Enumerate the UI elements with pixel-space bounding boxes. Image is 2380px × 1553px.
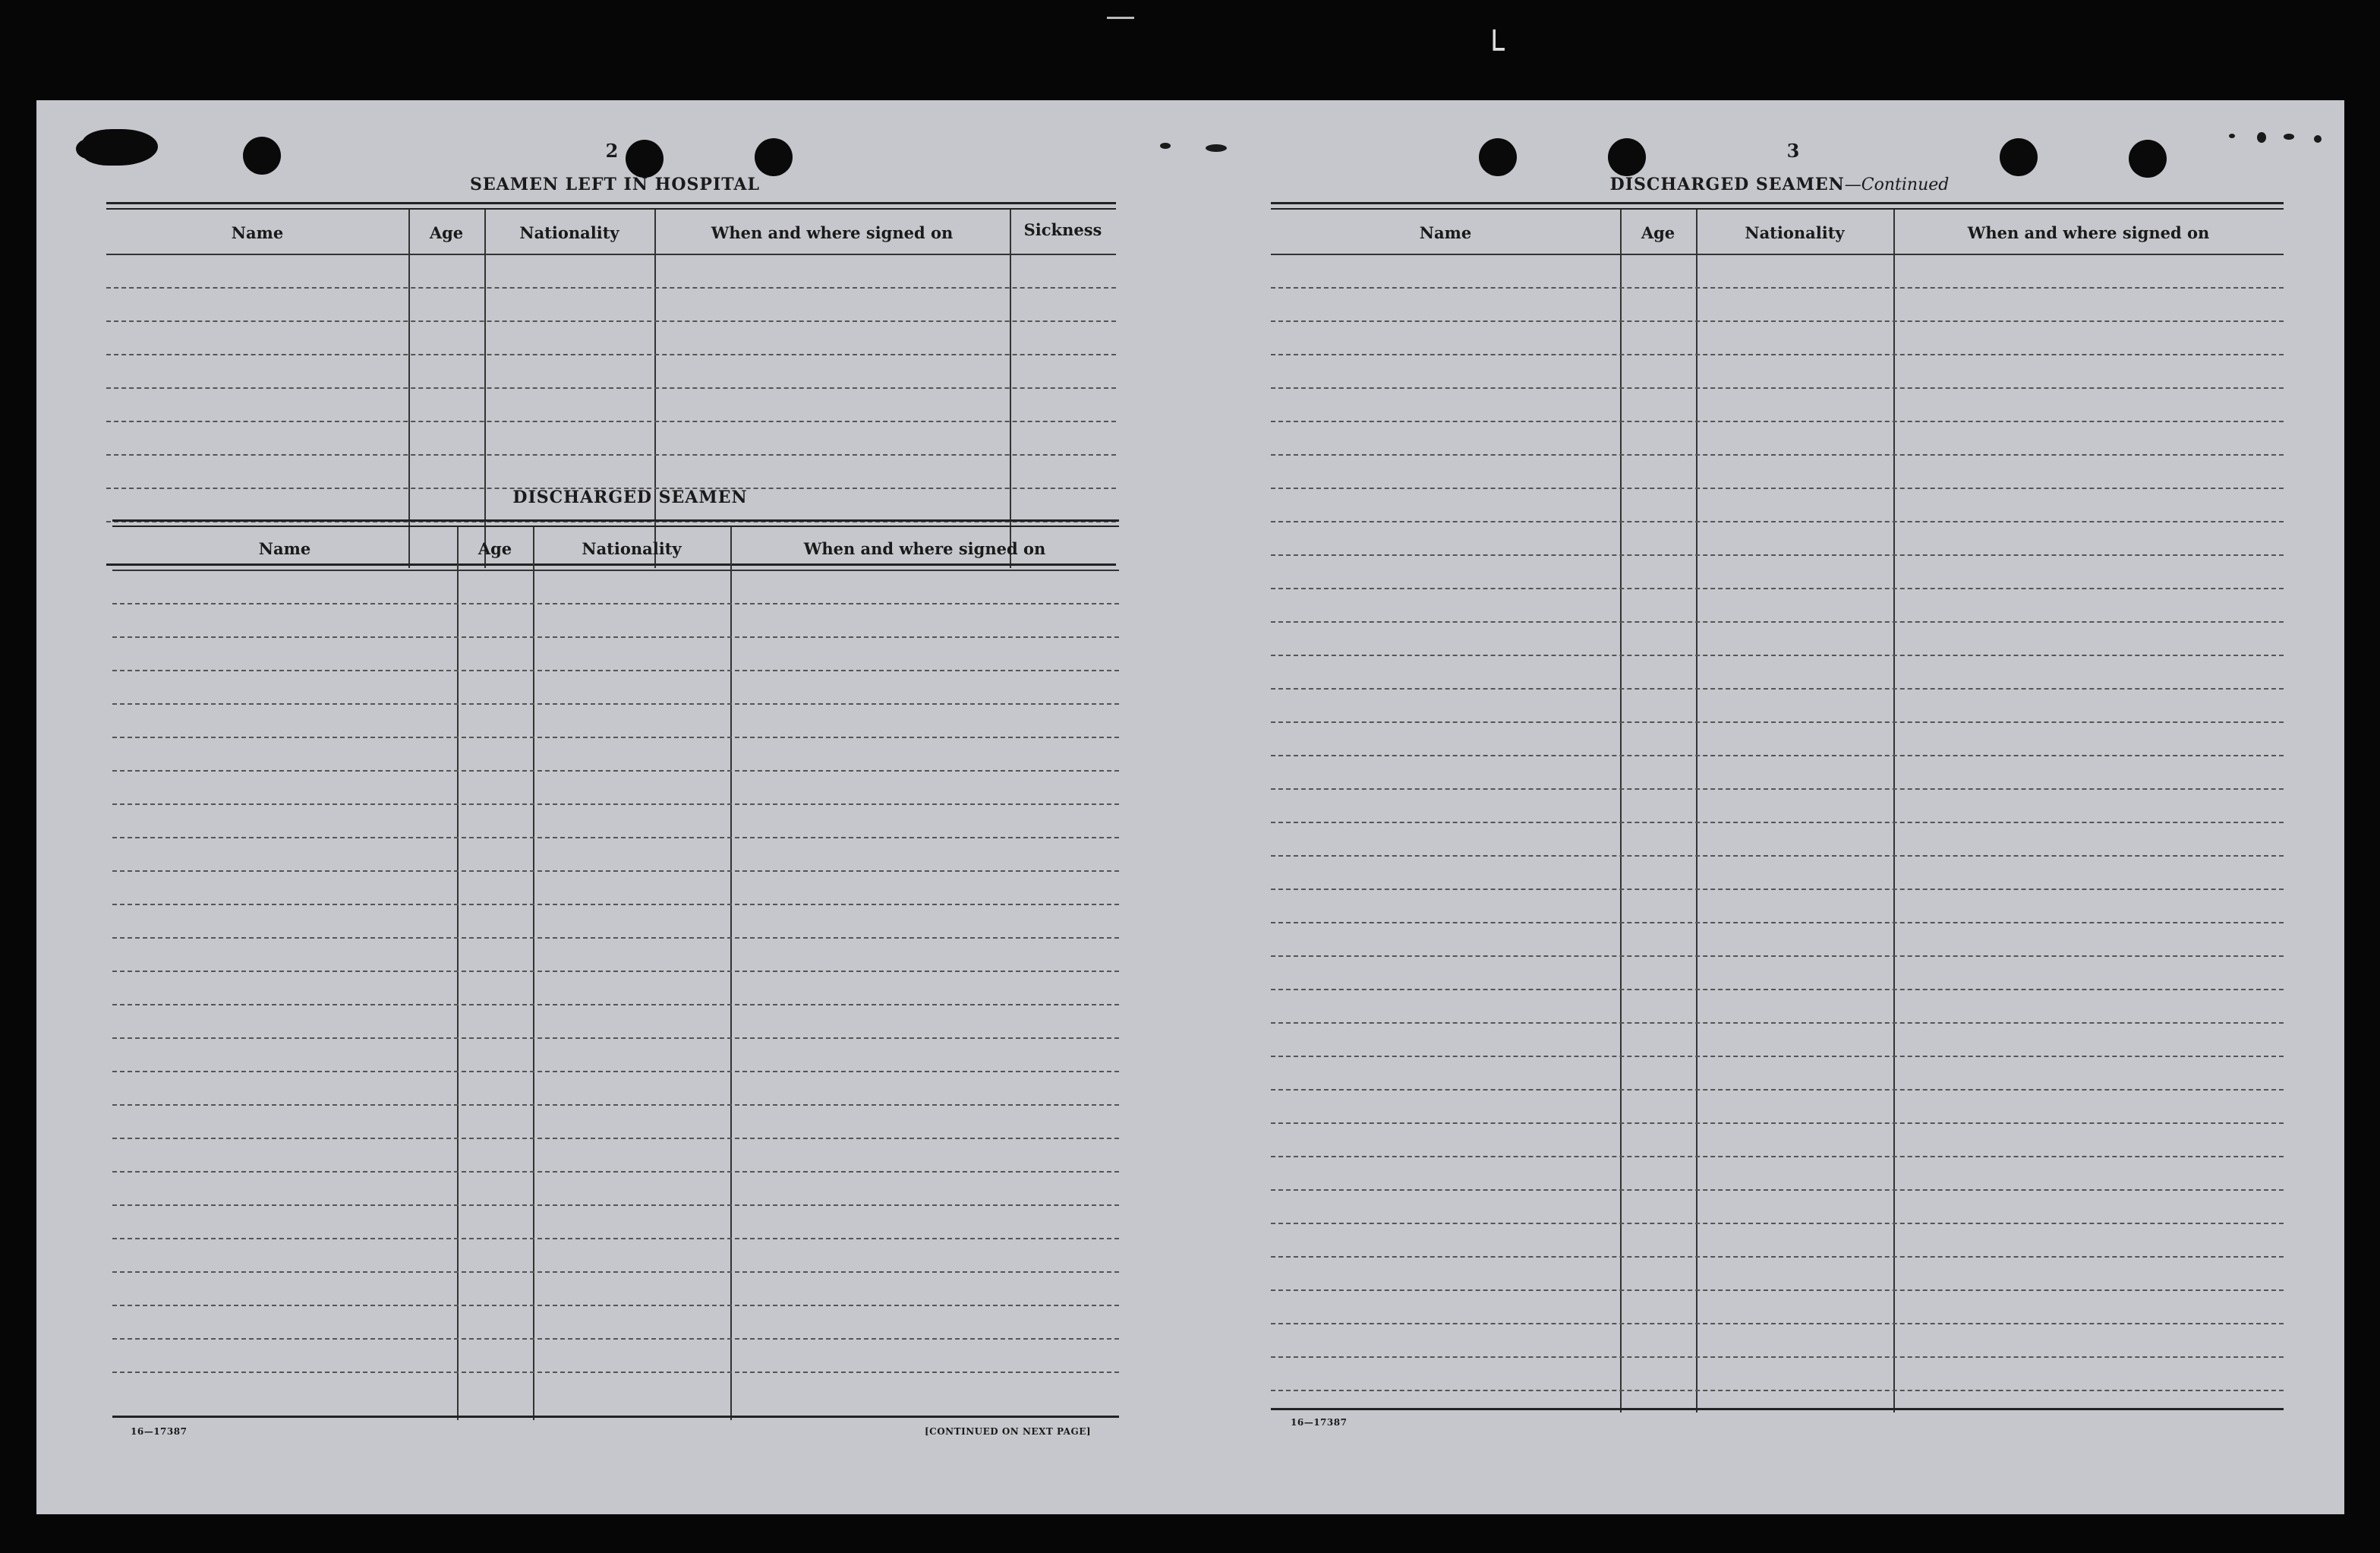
title-main: DISCHARGED SEAMEN (1609, 175, 1845, 194)
table-top-rule (112, 526, 1119, 527)
continued-note: [CONTINUED ON NEXT PAGE] (925, 1426, 1092, 1437)
blank-row (1271, 387, 2284, 389)
blank-row (112, 703, 1119, 705)
blank-row (112, 1104, 1119, 1106)
blank-row (1271, 1356, 2284, 1358)
blank-row (1271, 1056, 2284, 1057)
blank-row (1271, 554, 2284, 556)
blank-row (1271, 354, 2284, 355)
table-top-rule (1271, 202, 2284, 204)
table-top-rule (106, 202, 1116, 204)
header-rule (106, 254, 1116, 255)
blank-row (112, 1004, 1119, 1005)
table-bottom-rule (1271, 1408, 2284, 1410)
punch-hole (755, 138, 793, 176)
blank-row (112, 1171, 1119, 1173)
blank-row (1271, 1223, 2284, 1224)
column-header-signed-on: When and where signed on (803, 539, 1046, 558)
column-header-age: Age (429, 223, 464, 242)
blank-row (106, 421, 1116, 422)
punch-hole (2000, 138, 2038, 176)
blank-row (1271, 889, 2284, 890)
blank-row (112, 1271, 1119, 1273)
blank-row (1271, 788, 2284, 790)
blank-row (112, 1071, 1119, 1072)
blank-row (1271, 655, 2284, 656)
page-number-right: 3 (1786, 140, 1800, 162)
discharged-table (112, 519, 1119, 1420)
hospital-section-title: SEAMEN LEFT IN HOSPITAL (470, 175, 760, 194)
blank-row (112, 770, 1119, 772)
speck (1160, 143, 1171, 149)
column-divider (533, 527, 534, 1420)
column-divider (1620, 210, 1622, 1413)
blank-row (112, 837, 1119, 838)
header-rule (1271, 254, 2284, 255)
column-divider (654, 210, 656, 568)
blank-row (106, 454, 1116, 456)
blank-row (1271, 421, 2284, 422)
form-number-right: 16—17387 (1291, 1417, 1348, 1428)
hospital-table (106, 202, 1116, 568)
blank-row (112, 904, 1119, 905)
blank-row (1271, 1189, 2284, 1191)
blank-row (112, 803, 1119, 805)
blank-row (112, 603, 1119, 604)
blank-row (1271, 688, 2284, 690)
blank-row (112, 870, 1119, 872)
blank-row (1271, 1256, 2284, 1258)
blank-row (112, 937, 1119, 939)
blank-row (1271, 1156, 2284, 1157)
speck (2257, 132, 2266, 143)
table-bottom-rule (112, 1416, 1119, 1418)
column-divider (408, 210, 410, 568)
column-header-signed-on: When and where signed on (1967, 223, 2210, 242)
blank-row (1271, 588, 2284, 589)
blank-row (1271, 922, 2284, 923)
blank-row (112, 971, 1119, 972)
blank-row (1271, 822, 2284, 823)
blank-row (112, 1037, 1119, 1039)
blank-row (1271, 621, 2284, 623)
blank-row (1271, 855, 2284, 857)
blank-row (1271, 1122, 2284, 1124)
stain-top-left-2 (76, 138, 106, 159)
blank-row (112, 1372, 1119, 1373)
column-header-nationality: Nationality (1745, 223, 1845, 242)
page-number-left: 2 (605, 140, 619, 162)
blank-row (1271, 955, 2284, 957)
punch-hole (1479, 138, 1517, 176)
blank-row (112, 1138, 1119, 1139)
column-header-name: Name (231, 223, 284, 242)
discharged-continued-title (1610, 175, 1950, 194)
speck (2314, 135, 2322, 143)
blank-row (1271, 287, 2284, 289)
blank-row (112, 1204, 1119, 1206)
blank-row (106, 387, 1116, 389)
column-header-age: Age (1641, 223, 1675, 242)
column-divider (1696, 210, 1698, 1413)
column-divider (1010, 210, 1011, 568)
column-divider (484, 210, 486, 568)
column-header-nationality: Nationality (582, 539, 682, 558)
header-rule (112, 570, 1119, 571)
blank-row (112, 1305, 1119, 1306)
blank-row (1271, 1022, 2284, 1024)
blank-row (1271, 454, 2284, 456)
punch-hole (1608, 138, 1646, 176)
column-divider (1893, 210, 1895, 1413)
blank-row (1271, 1390, 2284, 1391)
discharged-continued-table (1271, 202, 2284, 1413)
blank-row (112, 1338, 1119, 1340)
column-header-signed-on: When and where signed on (711, 223, 954, 242)
blank-row (112, 636, 1119, 638)
column-header-nationality: Nationality (519, 223, 619, 242)
table-top-rule (106, 208, 1116, 210)
table-top-rule (1271, 208, 2284, 210)
blank-row (112, 1238, 1119, 1239)
discharged-section-title: DISCHARGED SEAMEN (512, 488, 748, 507)
blank-row (1271, 320, 2284, 322)
blank-row (1271, 488, 2284, 489)
column-divider (457, 527, 459, 1420)
blank-row (106, 320, 1116, 322)
column-header-name: Name (1419, 223, 1472, 242)
column-header-sickness: Sickness (1023, 220, 1102, 239)
punch-hole (626, 140, 664, 178)
blank-row (1271, 755, 2284, 756)
blank-row (112, 670, 1119, 671)
speck (1206, 144, 1227, 152)
column-header-name: Name (258, 539, 311, 558)
pencil-mark: └ (1484, 30, 1505, 69)
column-divider (730, 527, 732, 1420)
table-top-rule (112, 519, 1119, 522)
blank-row (106, 354, 1116, 355)
blank-row (1271, 989, 2284, 990)
title-continued: —Continued (1844, 175, 1950, 194)
document-sheet (36, 100, 2344, 1514)
speck (2284, 134, 2294, 140)
blank-row (112, 737, 1119, 738)
blank-row (1271, 521, 2284, 522)
blank-row (1271, 1289, 2284, 1291)
film-tick (1107, 17, 1134, 19)
form-number-left: 16—17387 (131, 1426, 188, 1437)
blank-row (1271, 721, 2284, 723)
punch-hole (2129, 140, 2167, 178)
column-header-age: Age (478, 539, 512, 558)
speck (2229, 134, 2235, 138)
blank-row (1271, 1089, 2284, 1091)
blank-row (106, 287, 1116, 289)
blank-row (1271, 1323, 2284, 1324)
punch-hole (243, 137, 281, 175)
